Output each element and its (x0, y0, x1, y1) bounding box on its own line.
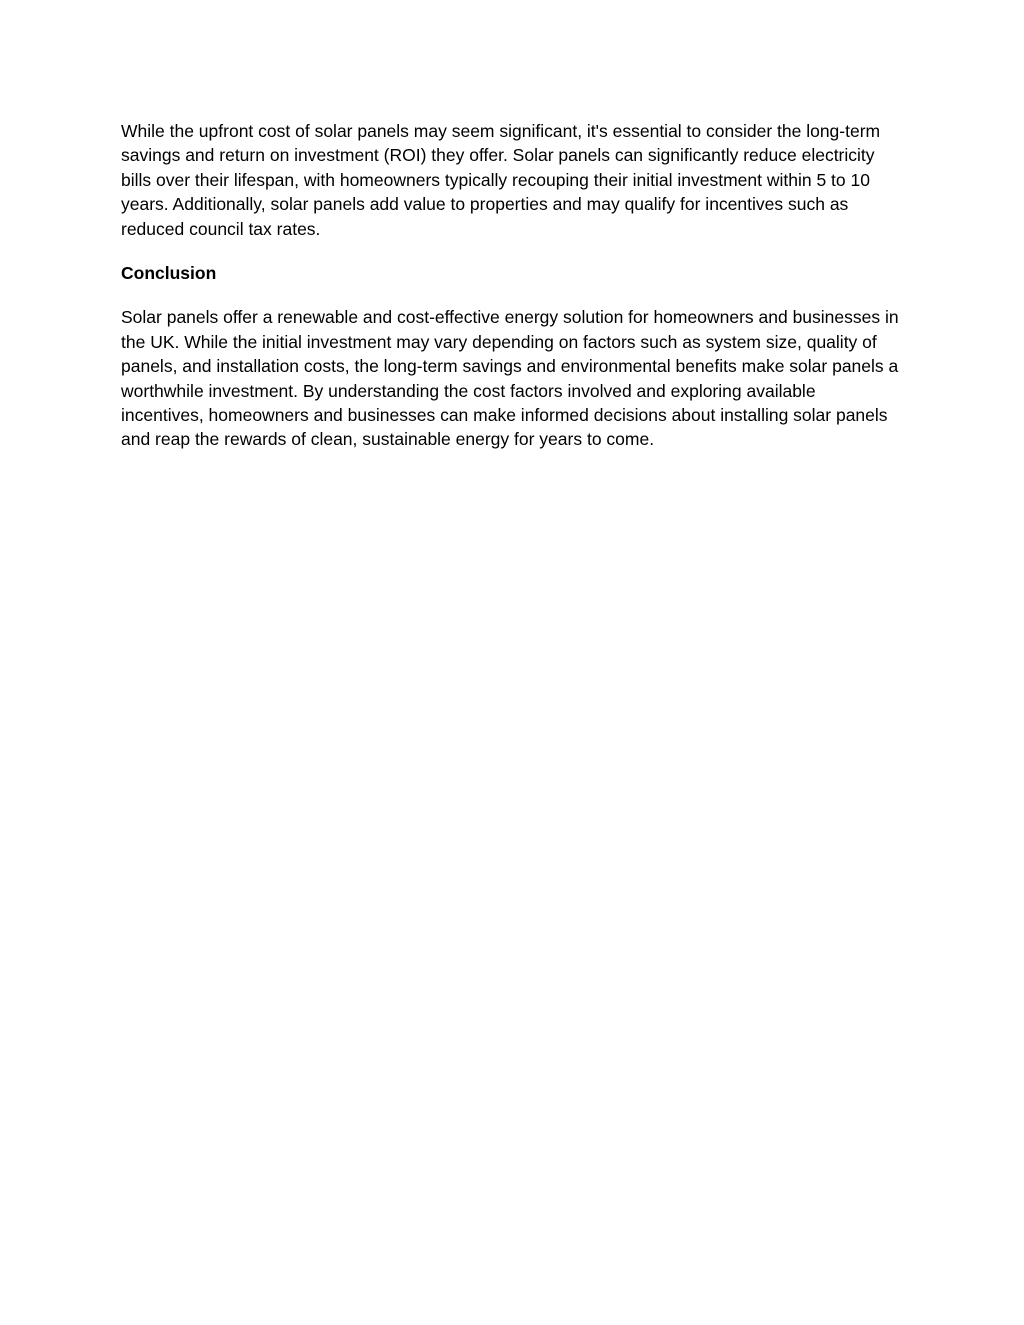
roi-paragraph: While the upfront cost of solar panels may seem significant, it's essential to consider the long-term savings and return on investment (ROI) they offer. Solar panels can significantly reduce electricity bills over their lifespan, with homeowners typically recouping their initial investment within 5 to 10 years. Additionally, solar panels add value to properties and may qualify for incentives such as reduced council tax rates. (121, 121, 881, 239)
document-body (121, 119, 903, 452)
conclusion-heading: Conclusion (121, 263, 217, 284)
conclusion-paragraph: Solar panels offer a renewable and cost-effective energy solution for homeowners and businesses in the UK. While the initial investment may vary depending on factors such as system size, quality of panels, and installation costs, the long-term savings and environmental benefits make solar panels a worthwhile investment. By understanding the cost factors involved and exploring available incentives, homeowners and businesses can make informed decisions about installing solar panels and reap the rewards of clean, sustainable energy for years to come. (121, 307, 899, 450)
